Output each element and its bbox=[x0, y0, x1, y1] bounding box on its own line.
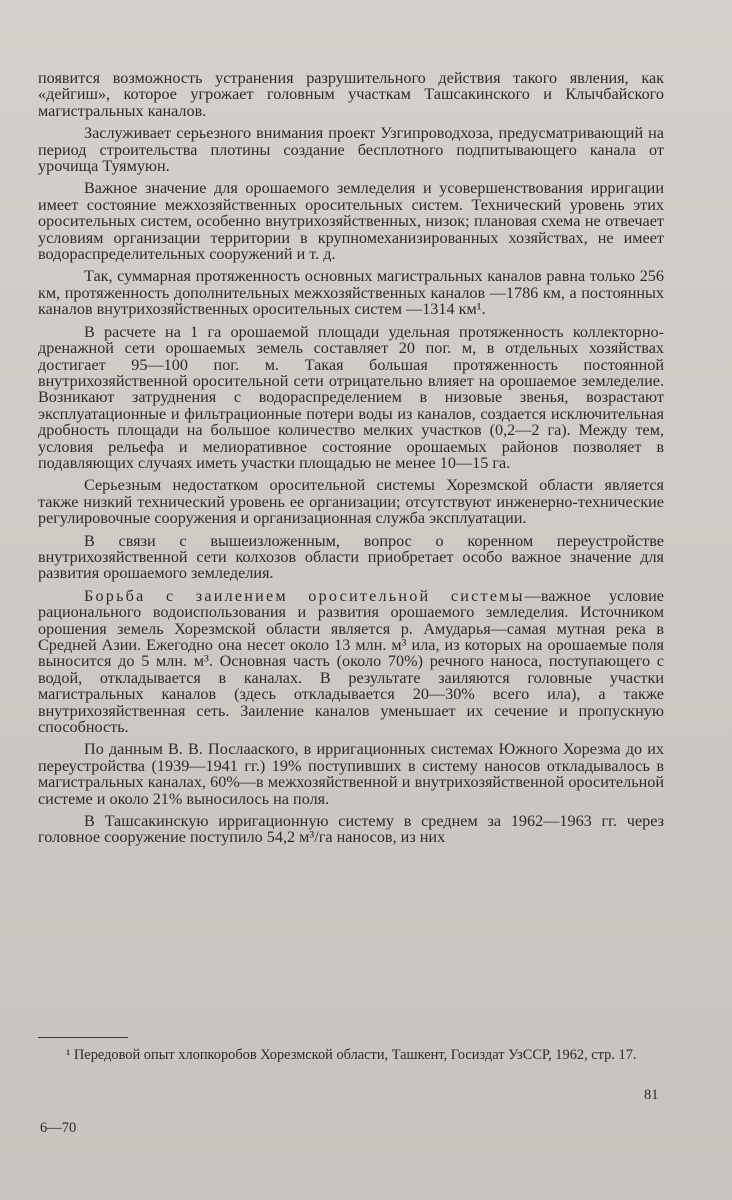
footnote: ¹ Передовой опыт хлопкоробов Хорезмской области, Ташкент, Госиздат УзССР, 1962, стр. 17. bbox=[66, 1047, 637, 1063]
paragraph-8-text: —важное условие рационального водоиспользования и развития орошаемого земледелия. Источником орошения земель Хорезмской области является р. Амударья—самая мутная река в Средней Азии. Ежегодно она несет около 13 млн. м³ ила, из которых на орошаемые поля выносится до 5 млн. м³. Основная часть (около 70%) речного наноса, поступающего с водой, откладывается в каналах. В результате заиляются головные участки магистральных каналов (здесь откладывается 20—30% всего ила), а также внутрихозяйственная сеть. Заиление каналов уменьшает их сечение и пропускную способность. bbox=[38, 586, 664, 737]
paragraph-9: По данным В. В. Послааского, в ирригационных системах Южного Хорезма до их переустройства (1939—1941 гг.) 19% поступивших в систему наносов откладывалось в магистральных каналах, 60%—в межхозяйственной и внутрихозяйственной оросительной системе и около 21% выносилось на поля. bbox=[38, 740, 664, 808]
paragraph-3: Важное значение для орошаемого земледелия и усовершенствования ирригации имеет состояние межхозяйственных оросительных систем. Технический уровень этих оросительных систем, особенно внутрихозяйственных, низок; плановая схема не отвечает условиям организации территории в крупномеханизированных хозяйствах, не имеет водораспределительных сооружений и т. д. bbox=[38, 179, 664, 264]
paragraph-1: появится возможность устранения разрушительного действия такого явления, как «дейгиш», которое угрожает головным участкам Ташсакинского и Клычбайского магистральных каналов. bbox=[38, 69, 664, 120]
paragraph-6: Серьезным недостатком оросительной системы Хорезмской области является также низкий технический уровень ее организации; отсутствуют инженерно-технические регулировочные сооружения и организационная служба эксплуатации. bbox=[38, 476, 664, 528]
section-heading: Борьба с заилением оросительной системы bbox=[84, 586, 525, 605]
paragraph-10: В Ташсакинскую ирригационную систему в среднем за 1962—1963 гг. через головное сооружение поступило 54,2 м³/га наносов, из них bbox=[38, 812, 664, 847]
paragraph-2: Заслуживает серьезного внимания проект Узгипроводхоза, предусматривающий на период строительства плотины создание бесплотного подпитывающего канала от урочища Туямуюн. bbox=[38, 124, 664, 176]
paragraph-4: Так, суммарная протяженность основных магистральных каналов равна только 256 км, протяженность дополнительных межхозяйственных каналов —1786 км, а постоянных каналов внутрихозяйственных оросительных систем —1314 км¹. bbox=[38, 267, 664, 319]
paragraph-5: В расчете на 1 га орошаемой площади удельная протяженность коллекторно-дренажной сети орошаемых земель составляет 20 пог. м, в отдельных хозяйствах достигает 95—100 пог. м. Такая большая протяженность постоянной внутрихозяйственной оросительной сети отрицательно влияет на орошаемое земледелие. Возникают затруднения с водораспределением в низовые звенья, возрастают эксплуатационные и фильтрационные потери воды из каналов, создается исключительная дробность площади на большое количество мелких участков (0,2—2 га). Между тем, условия рельефа и мелиоративное состояние орошаемых районов позволяет в подавляющих случаях иметь участки площадью не менее 10—15 га. bbox=[38, 322, 664, 472]
paragraph-7: В связи с вышеизложенным, вопрос о коренном переустройстве внутрихозяйственной сети колхозов области приобретает особо важное значение для развития орошаемого земледелия. bbox=[38, 531, 664, 583]
paragraph-8 bbox=[38, 588, 664, 736]
page-number: 81 bbox=[644, 1087, 659, 1103]
body-text bbox=[38, 70, 664, 852]
printer-signature: 6—70 bbox=[40, 1120, 77, 1136]
footnote-divider bbox=[38, 1037, 128, 1038]
